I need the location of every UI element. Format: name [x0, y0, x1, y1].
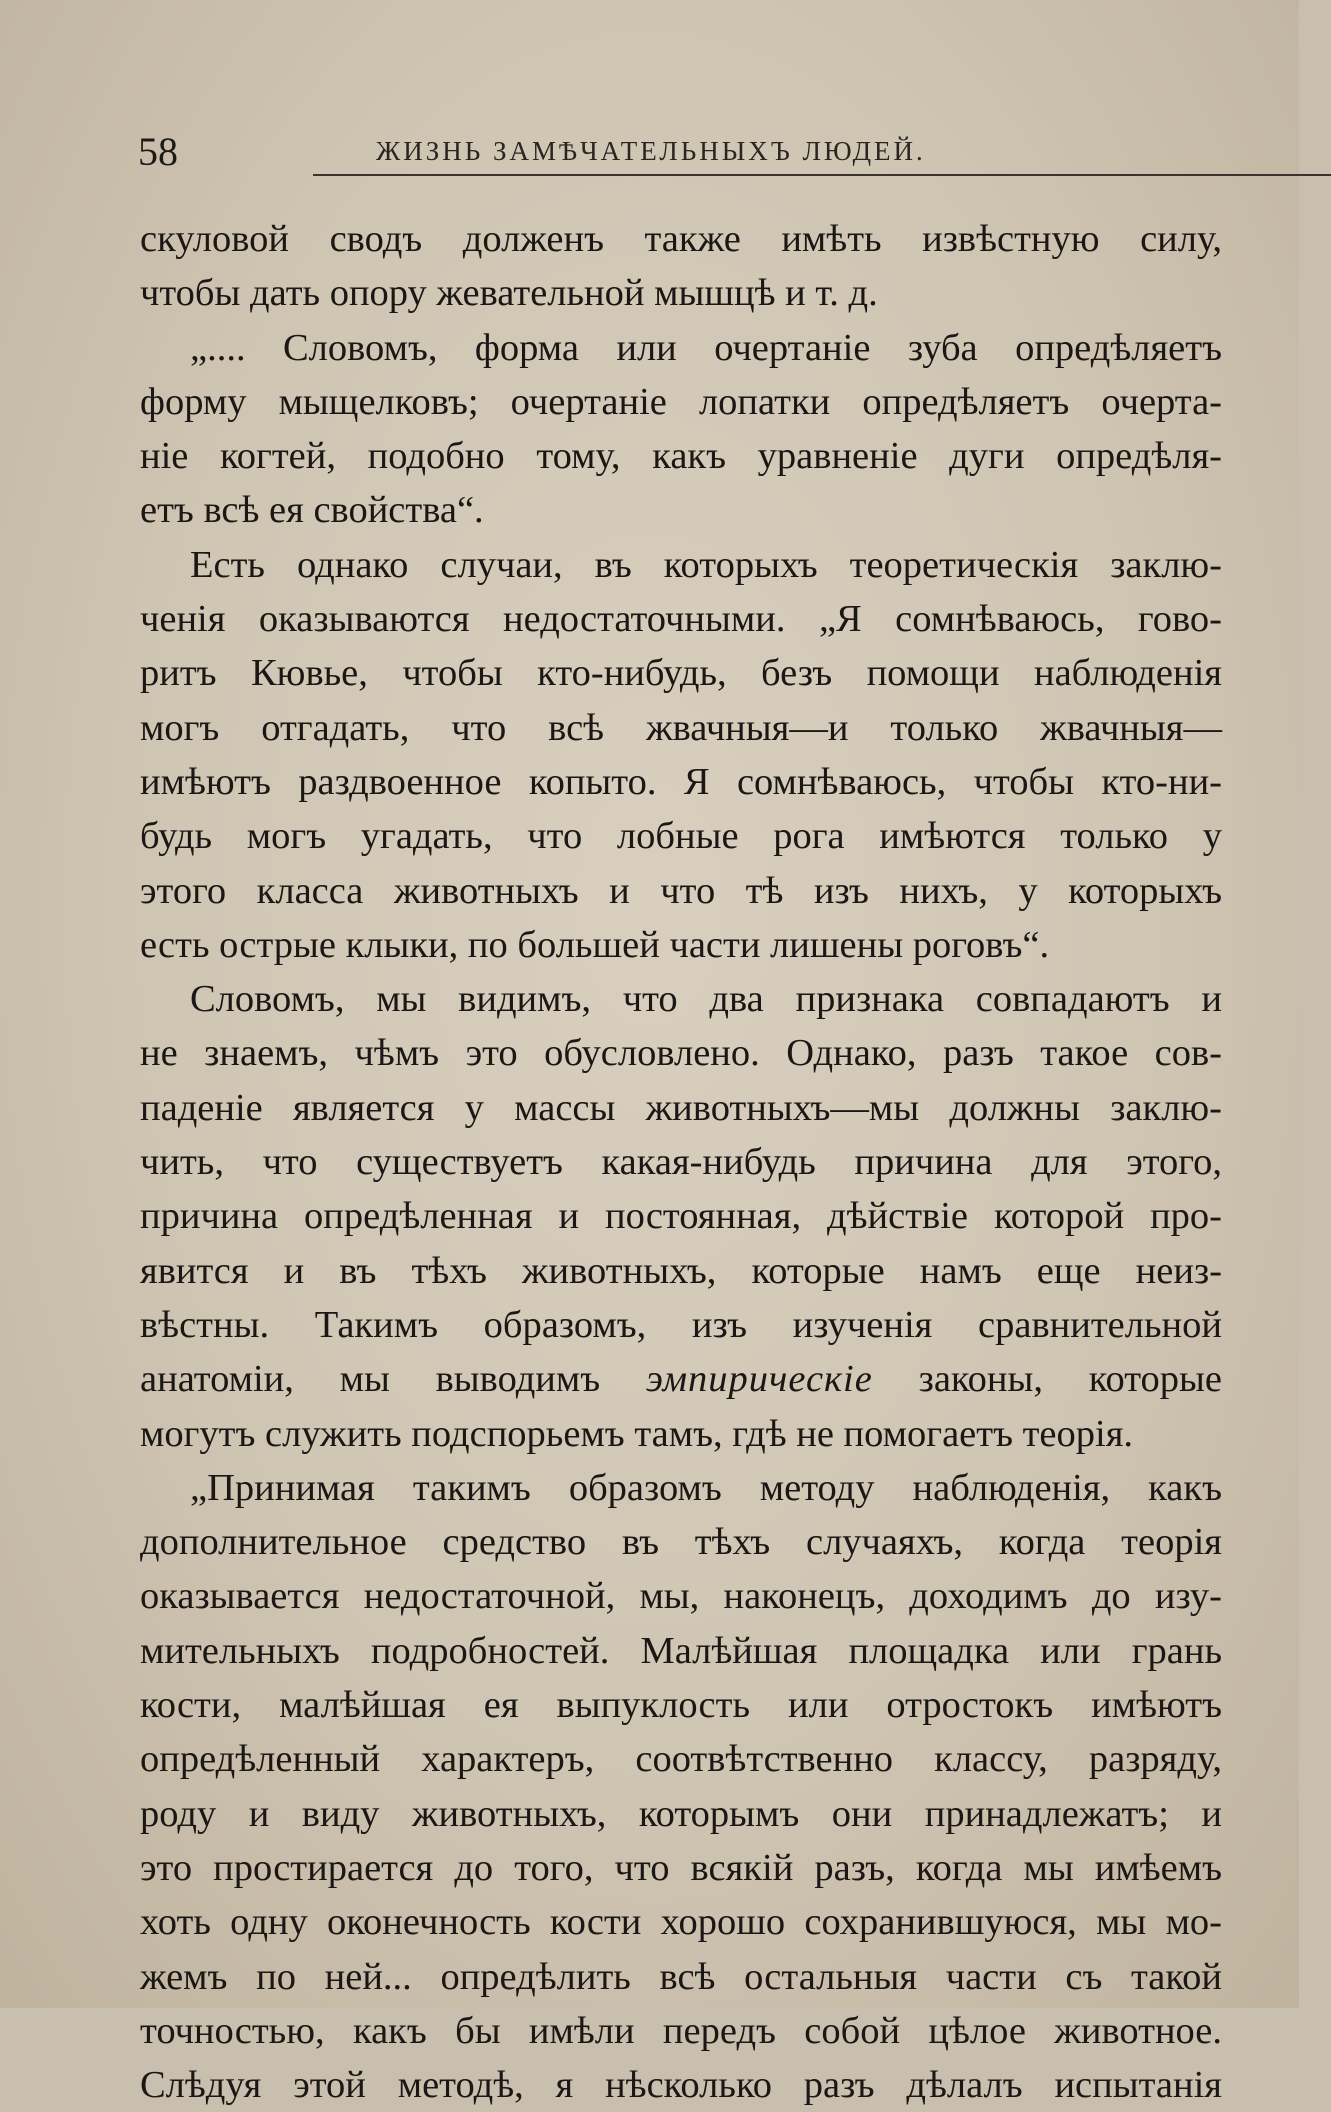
- text-line: Слѣдуя этой методѣ, я нѣсколько разъ дѣлалъ испытанія: [140, 2064, 1222, 2107]
- text-line: Словомъ, мы видимъ, что два признака совпадаютъ и: [190, 978, 1222, 1021]
- text-line: это простирается до того, что всякій разъ, когда мы имѣемъ: [140, 1846, 1222, 1889]
- text-line: „.... Словомъ, форма или очертаніе зуба опредѣляетъ: [190, 326, 1222, 369]
- page-number: 58: [138, 129, 178, 174]
- text-line: етъ всѣ ея свойства“.: [140, 489, 484, 532]
- text-line: паденіе является у массы животныхъ—мы должны заклю-: [140, 1086, 1222, 1129]
- text-line: причина опредѣленная и постоянная, дѣйствіе которой про-: [140, 1195, 1222, 1238]
- text-line: могъ отгадать, что всѣ жвачныя—и только жвачныя—: [140, 706, 1222, 749]
- text-line: чить, что существуетъ какая-нибудь причина для этого,: [140, 1141, 1222, 1184]
- text-line: скуловой сводъ долженъ также имѣть извѣстную силу,: [140, 218, 1222, 260]
- text-line: жемъ по ней... опредѣлить всѣ остальныя части съ такой: [140, 1955, 1222, 1998]
- text-line: вѣстны. Такимъ образомъ, изъ изученія сравнительной: [140, 1303, 1222, 1346]
- text-line: ченія оказываются недостаточными. „Я сомнѣваюсь, гово-: [140, 598, 1222, 641]
- text-line: форму мыщелковъ; очертаніе лопатки опредѣляетъ очерта-: [140, 380, 1222, 423]
- text-line: хоть одну оконечность кости хорошо сохранившуюся, мы мо-: [140, 1901, 1222, 1944]
- running-title: ЖИЗНЬ ЗАМѢЧАТЕЛЬНЫХЪ ЛЮДЕЙ.: [376, 136, 926, 166]
- text-line: ніе когтей, подобно тому, какъ уравненіе дуги опредѣля-: [140, 435, 1222, 478]
- page-header: [138, 128, 1194, 178]
- text-line: чтобы дать опору жевательной мышцѣ и т. д.: [140, 272, 878, 315]
- text-line: мительныхъ подробностей. Малѣйшая площадка или грань: [140, 1629, 1222, 1672]
- text-segment: анатоміи, мы выводимъ: [140, 1358, 601, 1401]
- text-line: [140, 1352, 1222, 1406]
- text-line: этого класса животныхъ и что тѣ изъ нихъ, у которыхъ: [140, 869, 1222, 912]
- text-line: роду и виду животныхъ, которымъ они принадлежатъ; и: [140, 1792, 1222, 1835]
- text-segment: законы, которые: [918, 1358, 1223, 1401]
- text-line: есть острые клыки, по большей части лишены роговъ“.: [140, 923, 1050, 966]
- text-line: имѣютъ раздвоенное копыто. Я сомнѣваюсь, чтобы кто-ни-: [140, 760, 1222, 803]
- text-line: явится и въ тѣхъ животныхъ, которые намъ еще неиз-: [140, 1249, 1222, 1292]
- text-line: будь могъ угадать, что лобные рога имѣются только у: [140, 815, 1222, 858]
- text-line: „Принимая такимъ образомъ методу наблюденія, какъ: [190, 1466, 1222, 1509]
- header-rule: [313, 174, 1331, 176]
- text-line: не знаемъ, чѣмъ это обусловлено. Однако, разъ такое сов-: [140, 1032, 1222, 1075]
- text-line: ритъ Кювье, чтобы кто-нибудь, безъ помощи наблюденія: [140, 652, 1222, 695]
- text-line: оказывается недостаточной, мы, наконецъ, доходимъ до изу-: [140, 1575, 1222, 1618]
- text-line: Есть однако случаи, въ которыхъ теоретическія заклю-: [190, 543, 1222, 586]
- text-line: кости, малѣйшая ея выпуклость или отростокъ имѣютъ: [140, 1684, 1222, 1727]
- text-line: опредѣленный характеръ, соотвѣтственно классу, разряду,: [140, 1738, 1222, 1781]
- text-line: могутъ служить подспорьемъ тамъ, гдѣ не помогаетъ теорія.: [140, 1412, 1134, 1455]
- text-line: дополнительное средство въ тѣхъ случаяхъ, когда теорія: [140, 1521, 1222, 1564]
- emphasized-word: эмпирическіе: [645, 1358, 873, 1401]
- body-text: [140, 212, 1222, 2112]
- text-line: точностью, какъ бы имѣли передъ собой цѣлое животное.: [140, 2009, 1222, 2052]
